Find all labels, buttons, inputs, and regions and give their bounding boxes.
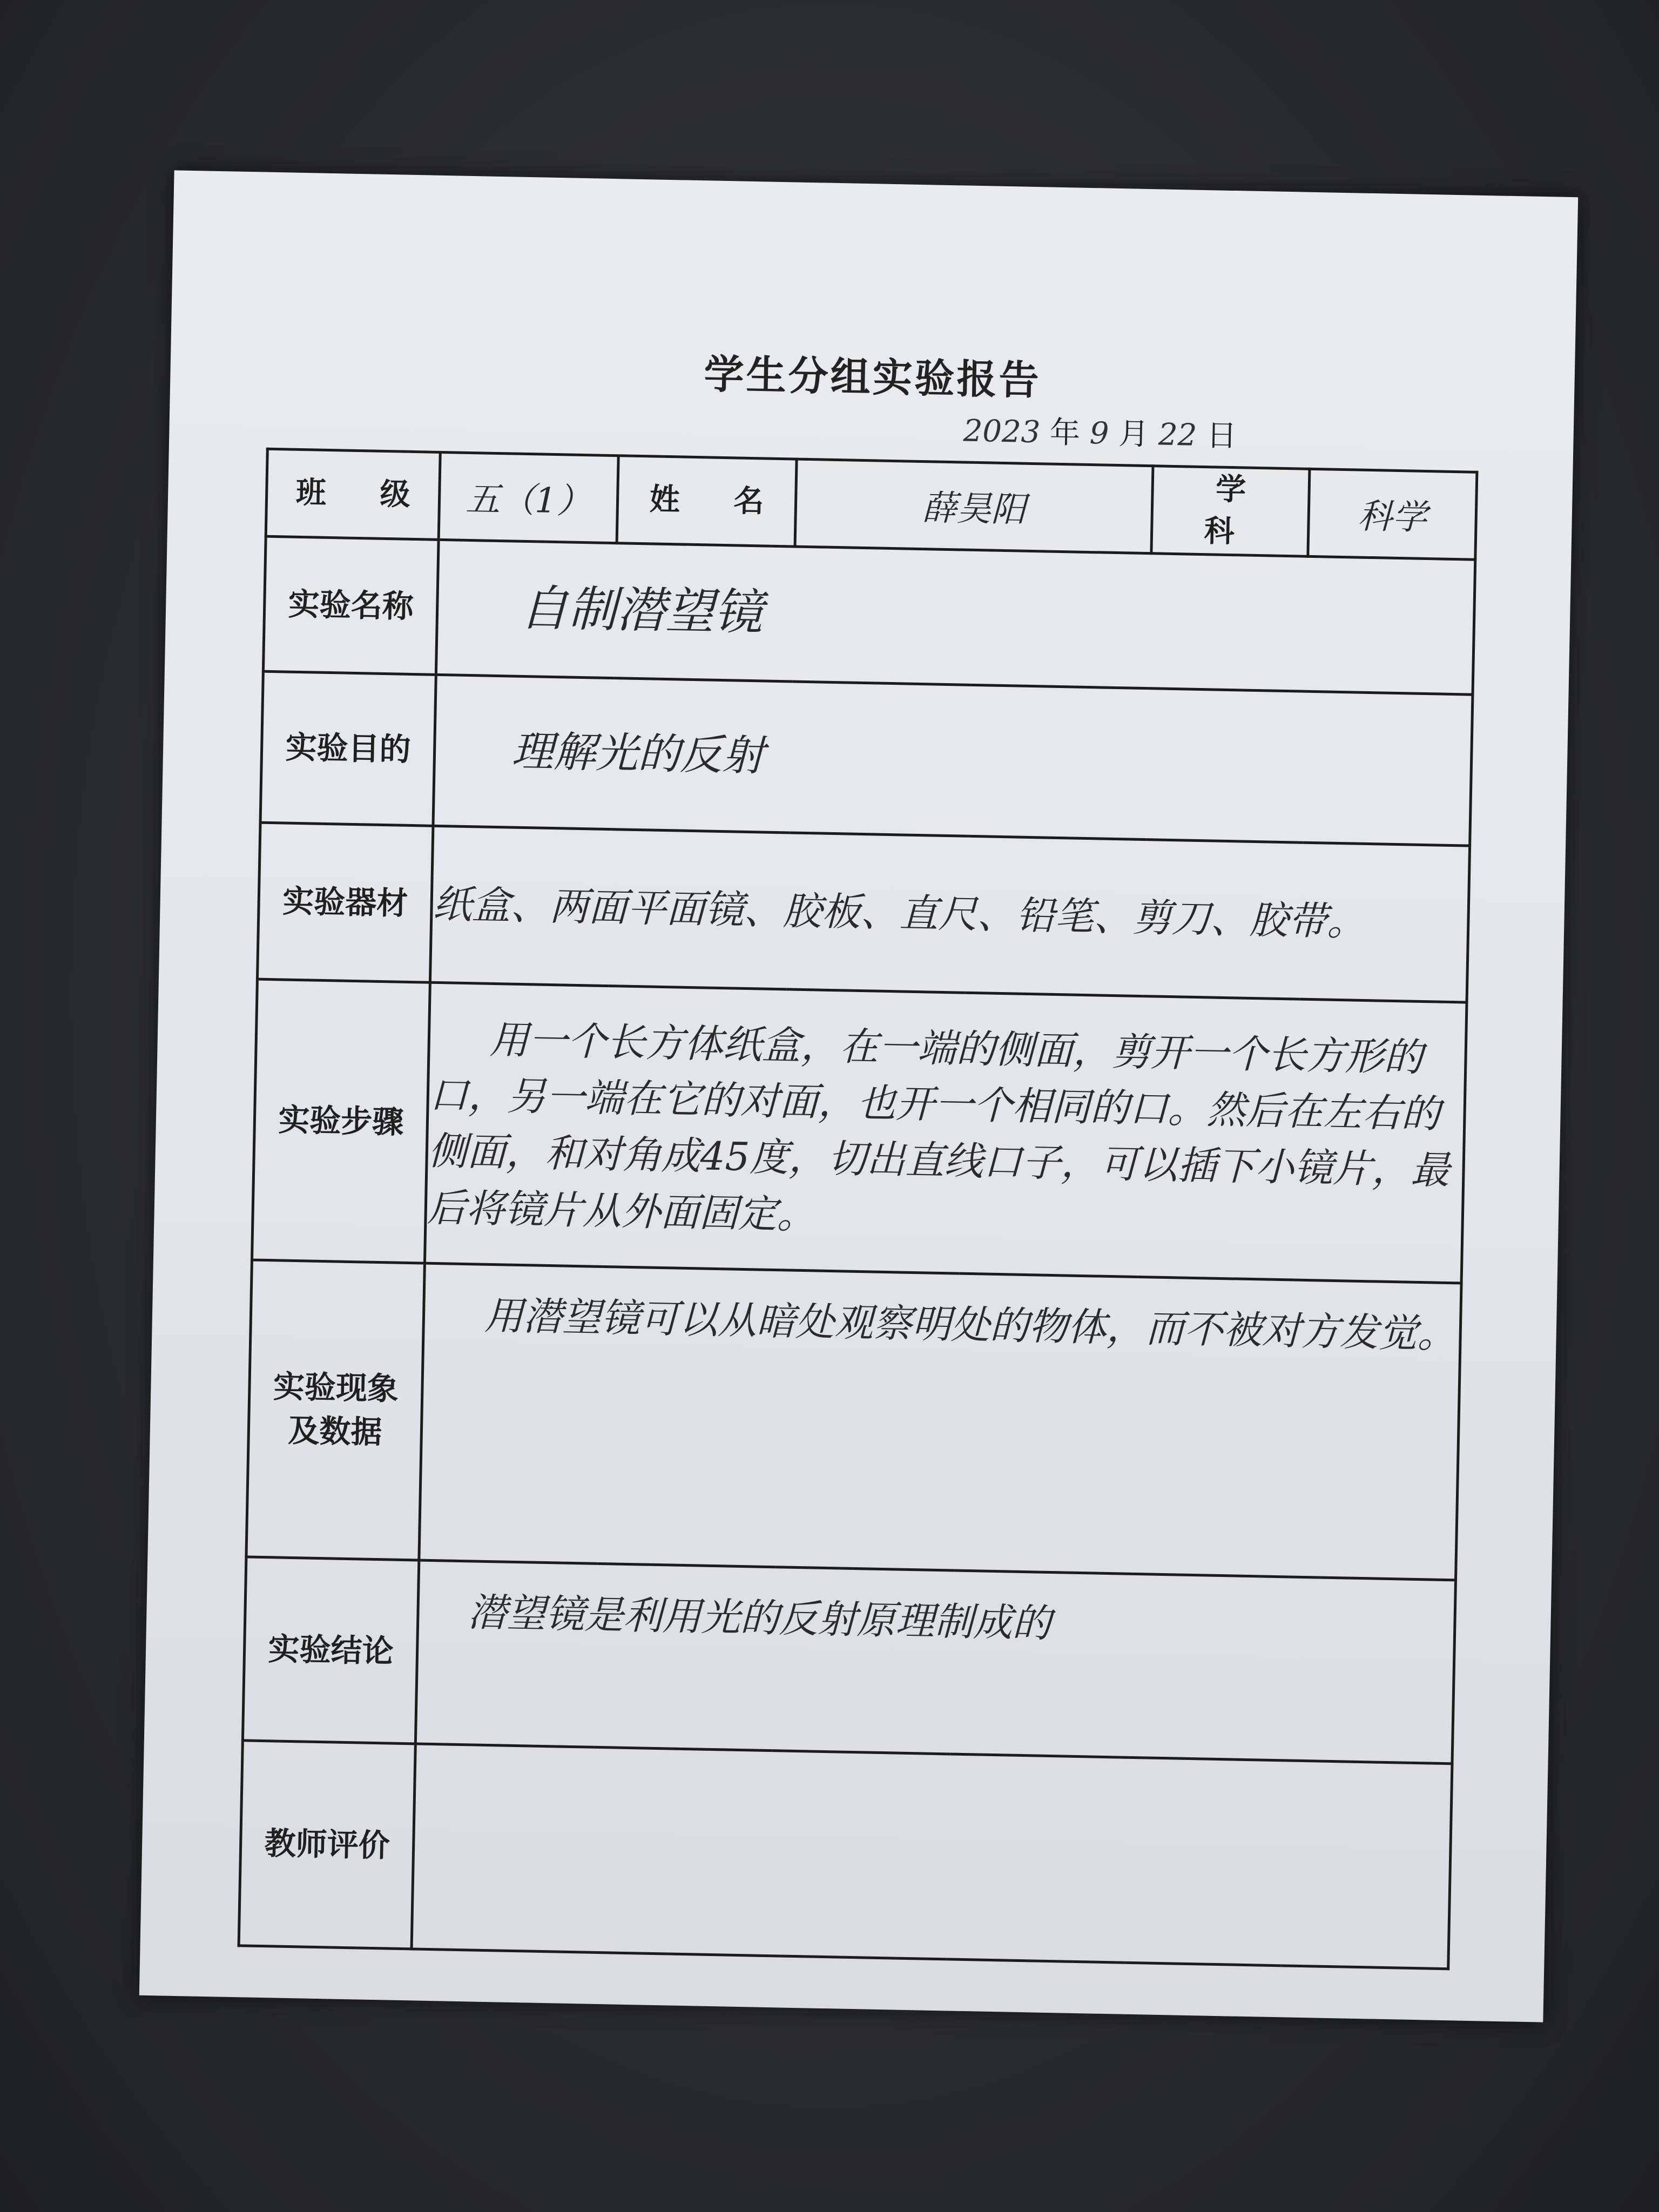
date-day-label: 日 <box>1206 418 1237 454</box>
experiment-observations-value: 用潜望镜可以从暗处观察明处的物体，而不被对方发觉。 <box>419 1263 1461 1580</box>
report-sheet <box>139 170 1578 2022</box>
subject-label: 学 科 <box>1151 466 1310 556</box>
row-teacher-evaluation <box>239 1741 1452 1969</box>
row-experiment-steps <box>252 979 1467 1283</box>
experiment-materials-value: 纸盒、两面平面镜、胶板、直尺、铅笔、剪刀、胶带。 <box>430 826 1469 1002</box>
experiment-steps-value: 用一个长方体纸盒，在一端的侧面，剪开一个长方形的口，另一端在它的对面，也开一个相同的口。然后在左右的侧面，和对角成45度，切出直线口子，可以插下小镜片，最后将镜片从外面固定。 <box>424 982 1467 1283</box>
date-day: 22 <box>1158 417 1197 453</box>
experiment-name-label: 实验名称 <box>263 536 439 675</box>
teacher-evaluation-label: 教师评价 <box>239 1741 415 1949</box>
row-experiment-materials <box>257 822 1469 1002</box>
report-date <box>963 407 1237 455</box>
class-value: 五（1） <box>439 452 618 543</box>
name-label: 姓 名 <box>617 456 797 547</box>
experiment-observations-label <box>246 1260 424 1560</box>
date-month-label: 月 <box>1118 416 1149 453</box>
experiment-materials-label: 实验器材 <box>257 822 433 982</box>
row-experiment-observations <box>246 1260 1461 1580</box>
name-value: 薛昊阳 <box>795 459 1153 553</box>
row-experiment-name <box>263 536 1475 694</box>
experiment-observations-label-line1: 实验现象 <box>273 1368 399 1407</box>
class-label: 班 级 <box>266 449 440 539</box>
date-month: 9 <box>1089 415 1110 451</box>
report-title: 学生分组实验报告 <box>703 351 1042 404</box>
experiment-steps-label: 实验步骤 <box>252 979 430 1263</box>
row-experiment-conclusion <box>242 1557 1455 1764</box>
report-table <box>238 448 1479 1970</box>
experiment-name-value: 自制潜望镜 <box>436 539 1475 694</box>
experiment-observations-label-line2: 及数据 <box>287 1412 383 1451</box>
row-experiment-purpose <box>260 671 1473 846</box>
date-year-label: 年 <box>1049 415 1081 451</box>
experiment-purpose-value: 理解光的反射 <box>433 675 1473 846</box>
experiment-conclusion-value: 潜望镜是利用光的反射原理制成的 <box>415 1560 1455 1764</box>
experiment-conclusion-label: 实验结论 <box>242 1557 419 1744</box>
experiment-purpose-label: 实验目的 <box>260 671 436 826</box>
teacher-evaluation-value <box>412 1744 1452 1969</box>
date-year: 2023 <box>963 413 1041 450</box>
subject-value: 科学 <box>1308 469 1477 559</box>
